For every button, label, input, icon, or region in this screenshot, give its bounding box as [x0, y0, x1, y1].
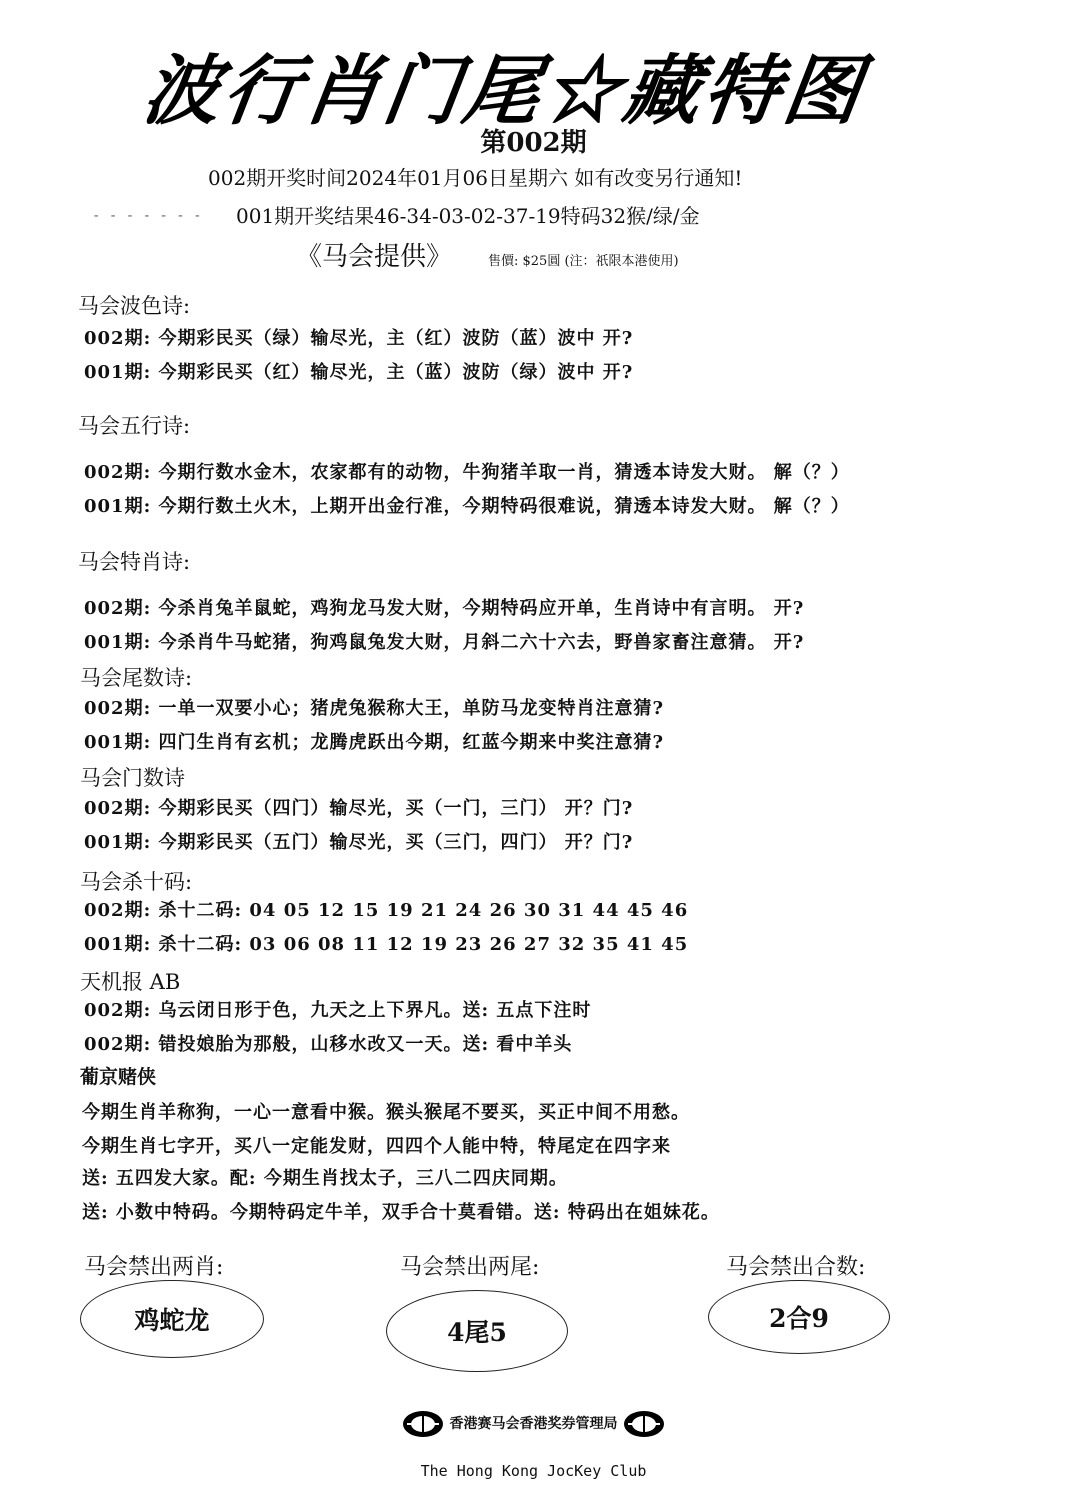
- issue-number: 第002期: [480, 128, 587, 158]
- tail-row-001: 001期: 四门生肖有玄机；龙腾虎跃出今期，红蓝今期来中奖注意猜?: [84, 732, 665, 753]
- provider-note: 售價: $25圓 (注：祇限本港使用): [488, 254, 679, 269]
- tianji-row-2: 002期: 错投娘胎为那般，山移水改又一天。送: 看中羊头: [84, 1034, 573, 1055]
- tianji-row-1: 002期: 乌云闭日形于色，九天之上下界凡。送: 五点下注时: [84, 1000, 592, 1021]
- ban-sum-oval: [708, 1280, 890, 1354]
- page-title: 波行肖门尾☆藏特图: [137, 46, 871, 135]
- door-row-001: 001期: 今期彩民买（五门）输尽光，买（三门，四门） 开？门?: [84, 832, 634, 853]
- kill-row-002: 002期: 杀十二码: 04 05 12 15 19 21 24 26 30 31 44 45 46: [84, 900, 689, 921]
- provider: 《马会提供》: [296, 242, 453, 272]
- five-elements-row-002: 002期: 今期行数水金木，农家都有的动物，牛狗猪羊取一肖，猜透本诗发大财。 解（？）: [84, 462, 850, 483]
- door-row-002: 002期: 今期彩民买（四门）输尽光，买（一门，三门） 开？门?: [84, 798, 634, 819]
- ban-tail-value: 4尾5: [447, 1318, 507, 1347]
- ban-zodiac-label: 马会禁出两肖:: [84, 1255, 224, 1280]
- kill-row-001: 001期: 杀十二码: 03 06 08 11 12 19 23 26 27 32 35 41 45: [84, 934, 689, 955]
- footer-org-en: The Hong Kong JocKey Club: [420, 1462, 647, 1480]
- ban-tail-label: 马会禁出两尾:: [400, 1255, 540, 1280]
- section-title-gambler: 葡京赌侠: [80, 1066, 157, 1088]
- gambler-row-3: 送: 五四发大家。配: 今期生肖找太子，三八二四庆同期。: [82, 1168, 568, 1189]
- divider-dashes: ‐ ‐ ‐ ‐ ‐ ‐ ‐: [92, 208, 202, 224]
- footer-org-cn-text: 香港赛马会香港奖券管理局: [449, 1416, 618, 1432]
- ban-zodiac-oval: [80, 1280, 264, 1358]
- gambler-row-1: 今期生肖羊称狗，一心一意看中猴。猴头猴尾不要买，买正中间不用愁。: [82, 1102, 690, 1123]
- section-title-kill: 马会杀十码:: [80, 870, 193, 894]
- section-title-tianji: 天机报 AB: [80, 970, 181, 994]
- ban-tail-oval: [386, 1290, 568, 1372]
- section-title-wave: 马会波色诗:: [78, 294, 191, 318]
- footer-org-cn: [0, 1409, 1067, 1439]
- tail-row-002: 002期: 一单一双要小心；猪虎兔猴称大王，单防马龙变特肖注意猜?: [84, 698, 665, 719]
- ban-zodiac-value: 鸡蛇龙: [134, 1306, 210, 1335]
- hkjc-logo-icon: [401, 1409, 445, 1439]
- wave-row-001: 001期: 今期彩民买（红）输尽光，主（蓝）波防（绿）波中 开?: [84, 362, 634, 383]
- ban-sum-value: 2合9: [769, 1304, 829, 1333]
- zodiac-row-001: 001期: 今杀肖牛马蛇猪，狗鸡鼠兔发大财，月斜二六十六去，野兽家畜注意猜。 开?: [84, 632, 805, 653]
- last-result: 001期开奖结果46-34-03-02-37-19特码32猴/绿/金: [236, 204, 700, 228]
- gambler-row-2: 今期生肖七字开，买八一定能发财，四四个人能中特，特尾定在四字来: [82, 1136, 671, 1157]
- draw-time: 002期开奖时间2024年01月06日星期六 如有改变另行通知!: [208, 166, 743, 190]
- ban-sum-label: 马会禁出合数:: [726, 1255, 866, 1280]
- zodiac-row-002: 002期: 今杀肖兔羊鼠蛇，鸡狗龙马发大财，今期特码应开单，生肖诗中有言明。 开?: [84, 598, 805, 619]
- wave-row-002: 002期: 今期彩民买（绿）输尽光，主（红）波防（蓝）波中 开?: [84, 328, 634, 349]
- section-title-tail: 马会尾数诗:: [80, 666, 193, 690]
- section-title-five-elements: 马会五行诗:: [78, 414, 191, 438]
- five-elements-row-001: 001期: 今期行数土火木，上期开出金行准，今期特码很难说，猜透本诗发大财。 解（？）: [84, 496, 850, 517]
- section-title-door: 马会门数诗: [80, 766, 185, 790]
- section-title-zodiac: 马会特肖诗:: [78, 550, 191, 574]
- gambler-row-4: 送: 小数中特码。今期特码定牛羊，双手合十莫看错。送: 特码出在姐妹花。: [82, 1202, 720, 1223]
- hkjc-logo-icon: [622, 1409, 666, 1439]
